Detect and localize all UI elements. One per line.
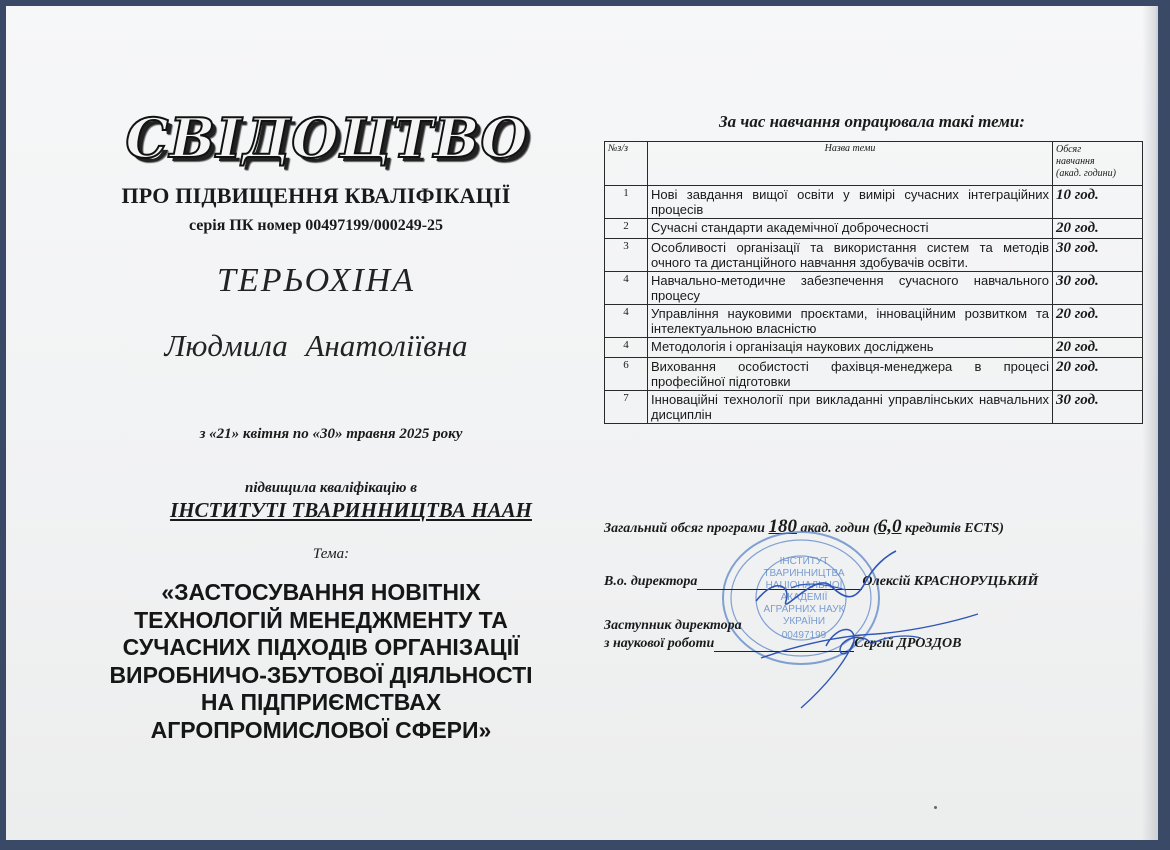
table-row [605,186,1143,219]
series-number: серія ПК номер 00497199/000249-25 [188,217,444,234]
director-title: В.о. директора [604,574,698,589]
faint-watermark-text [526,396,537,430]
hours-header-line: навчання [1056,156,1095,167]
total-suffix: кредитів ECTS) [901,521,1004,536]
stamp-text: ТВАРИННИЦТВА [763,568,845,579]
table-header-row [605,142,1143,186]
topic-name: Нові завдання вищої освіти у вимірі сучасних інтеграційних процесів [648,186,1053,219]
theme-line: НА ПІДПРИЄМСТВАХ [200,689,442,715]
theme-line: СУЧАСНИХ ПІДХОДІВ ОРГАНІЗАЦІЇ [122,634,520,660]
total-middle: акад. годин ( [796,521,878,536]
total-credits: 6,0 [877,516,902,537]
document-subtitle: ПРО ПІДВИЩЕННЯ КВАЛІФІКАЦІЇ [121,183,511,208]
column-header-name: Назва теми [648,142,1053,186]
topic-name: Сучасні стандарти академічної доброчесності [648,219,1053,239]
recipient-surname: ТЕРЬОХІНА [217,262,415,299]
total-hours: 180 [768,516,797,537]
topic-hours: 10 год. [1053,186,1143,219]
topic-hours: 20 год. [1053,305,1143,338]
training-period: з «21» квітня по «30» травня 2025 року [199,426,463,442]
topic-hours: 30 год. [1053,239,1143,272]
stamp-text: УКРАЇНИ [782,616,826,627]
table-row [605,391,1143,424]
deputy-signature [756,606,986,716]
column-header-hours [1053,142,1143,186]
topic-name: Управління науковими проєктами, інноваційним розвитком та інтелектуальною власністю [648,305,1053,338]
topic-name: Особливості організації та використання систем та методів очного та дистанційного навчання здобувачів освіти. [648,239,1053,272]
row-number: 7 [605,391,648,424]
row-number: 3 [605,239,648,272]
document-title: СВІДОЦТВО [125,106,529,170]
stamp-text: АГРАРНИХ НАУК [763,604,845,615]
director-name: Олексій КРАСНОРУЦЬКИЙ [862,574,1039,589]
raised-qualification-text: підвищила кваліфікацію в [245,480,417,496]
row-number: 4 [605,305,648,338]
row-number: 6 [605,358,648,391]
paper-speck [934,806,937,809]
topic-name: Методологія і організація наукових досліджень [648,338,1053,358]
row-number: 1 [605,186,648,219]
recipient-given-name: Людмила Анатоліївна [164,328,468,363]
deputy-name: Сергій ДРОЗДОВ [854,636,962,651]
column-header-number: №з/з [605,142,648,186]
total-prefix: Загальний обсяг програми [604,521,769,536]
topic-name: Інноваційні технології при викладанні управлінських навчальних дисциплін [648,391,1053,424]
topic-hours: 20 год. [1053,358,1143,391]
table-row [605,239,1143,272]
theme-title [26,579,616,744]
stamp-text: ІНСТИТУТ [779,556,829,567]
theme-line: ТЕХНОЛОГІЙ МЕНЕДЖМЕНТУ ТА [134,606,508,633]
stamp-text: АКАДЕМІЇ [780,592,828,603]
topic-name: Навчально-методичне забезпечення сучасного навчального процесу [648,272,1053,305]
row-number: 2 [605,219,648,239]
row-number: 4 [605,272,648,305]
theme-line: «ЗАСТОСУВАННЯ НОВІТНІХ [161,579,481,605]
hours-header-line: (акад. години) [1056,168,1116,179]
table-row [605,272,1143,305]
stamp-text: НАЦІОНАЛЬНОЇ [765,580,843,591]
hours-header-line: Обсяг [1056,144,1082,155]
certificate-sheet [6,6,1158,840]
topics-table [604,141,1143,424]
table-row [605,305,1143,338]
topic-hours: 30 год. [1053,272,1143,305]
topic-name: Виховання особистості фахівця-менеджера в процесі професійної підготовки [648,358,1053,391]
topic-hours: 30 год. [1053,391,1143,424]
stamp-text: 00497199 [781,630,827,641]
scan-edge-shadow [1142,6,1156,840]
theme-line: ВИРОБНИЧО-ЗБУТОВОЇ ДІЯЛЬНОСТІ [109,661,533,688]
row-number: 4 [605,338,648,358]
table-row [605,219,1143,239]
theme-label: Тема: [312,546,350,562]
deputy-title-line1: Заступник директора [604,618,742,633]
table-row [605,338,1143,358]
topics-heading: За час навчання опрацювала такі теми: [719,112,1025,131]
theme-line: АГРОПРОМИСЛОВОЇ СФЕРИ» [150,716,492,743]
institute-name: ІНСТИТУТІ ТВАРИННИЦТВА НААН [170,498,532,522]
table-row [605,358,1143,391]
deputy-title-line2: з наукової роботи [604,636,715,651]
topic-hours: 20 год. [1053,219,1143,239]
topic-hours: 20 год. [1053,338,1143,358]
